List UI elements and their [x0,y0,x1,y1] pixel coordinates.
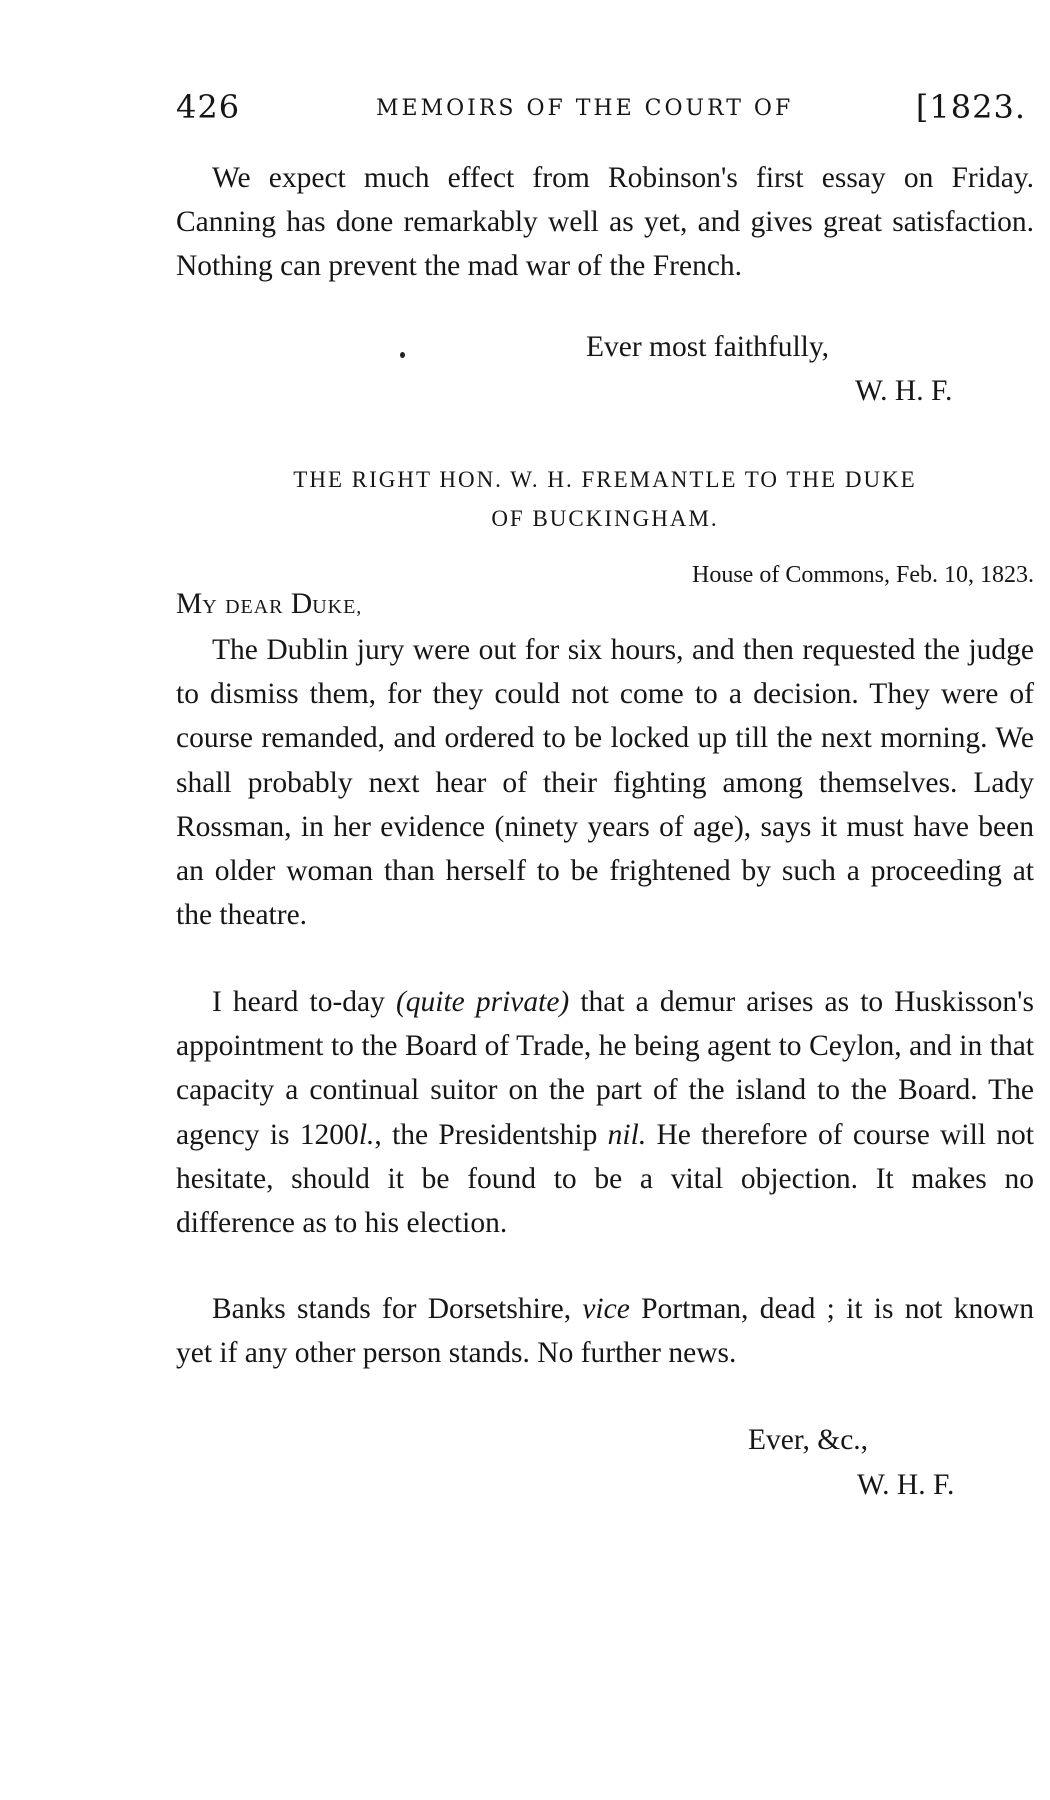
page-number: 426 [176,88,241,126]
letter2-paragraph-3: Banks stands for Dorsetshire, vice Portman, dead ; it is not known yet if any other person stands. No further news. [176,1293,1034,1370]
running-header [176,88,1034,132]
letter1-closing: Ever most faithfully, [586,331,830,363]
letter2-title-line1: THE RIGHT HON. W. H. FREMANTLE TO THE DUKE [293,467,917,492]
letter2-signature: W. H. F. [857,1469,955,1501]
letter2-title-line2: OF BUCKINGHAM. [491,506,719,531]
header-year: [1823. [915,88,1026,126]
letter1-signature: W. H. F. [855,375,953,407]
letter2-paragraph-1: The Dublin jury were out for six hours, and then requested the judge to dismiss them, for they could not come to a decision. They were of course remanded, and ordered to be locked up till the next morning. We shall probably next hear of their fighting among themselves. Lady Rossman, in her evidence (ninety years of age), says it must have been an older woman than herself to be frightened by such a proceeding at the theatre. [176,634,1034,932]
letter2-closing: Ever, &c., [748,1424,869,1456]
stray-mark [400,352,405,358]
letter1-paragraph: We expect much effect from Robinson's first essay on Friday. Canning has done remarkably well as yet, and gives great satisfaction. Nothing can prevent the mad war of the French. [176,162,1034,283]
letter2-dateline: House of Commons, Feb. 10, 1823. [692,562,1034,588]
running-title: MEMOIRS OF THE COURT OF [376,96,794,121]
letter2-paragraph-2: I heard to-day (quite private) that a demur arises as to Huskisson's appointment to the Board of Trade, he being agent to Ceylon, and in that capacity a continual suitor on the part of the island to the Board. The agency is 1200l., the Presidentship nil. He therefore of course will not hesitate, should it be found to be a vital objection. It makes no difference as to his election. [176,986,1034,1240]
letter2-salutation: MY DEAR DUKE, [176,588,363,620]
